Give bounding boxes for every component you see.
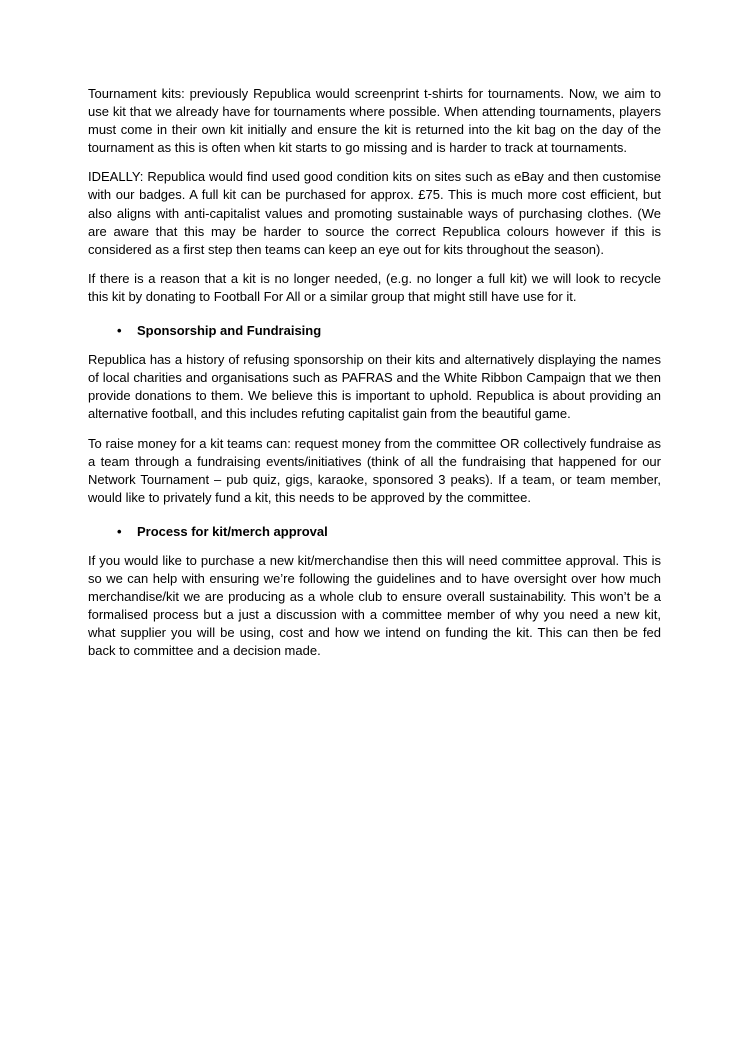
- paragraph-raise-money: To raise money for a kit teams can: request money from the committee OR collectively fundraise as a team through a fundraising events/initiatives (think of all the fundraising that happened for our Network Tournament – pub quiz, gigs, karaoke, sponsored 3 peaks). If a team, or team member, would like to privately fund a kit, this needs to be approved by the committee.: [88, 435, 661, 505]
- paragraph-tournament-kits: Tournament kits: previously Republica would screenprint t-shirts for tournaments. Now, we aim to use kit that we already have for tournaments where possible. When attending tournaments, players must come in their own kit initially and ensure the kit is returned into the kit bag on the day of the tournament as this is often when kit starts to go missing and is harder to track at tournaments.: [88, 86, 661, 156]
- paragraph-sponsorship-history: Republica has a history of refusing sponsorship on their kits and alternatively displaying the names of local charities and organisations such as PAFRAS and the White Ribbon Campaign that we then provide donations to them. We believe this is important to uphold. Republica is about providing an alternative football, and this includes refuting capitalist gain from the beautiful game.: [88, 352, 661, 422]
- document-body: [88, 85, 661, 661]
- bullet-heading-label: Process for kit/merch approval: [137, 523, 328, 539]
- paragraph-approval-process: If you would like to purchase a new kit/merchandise then this will need committee approval. This is so we can help with ensuring we’re following the guidelines and to have oversight over how much merchandise/kit we are producing as a whole club to ensure overall sustainability. This won’t be a formalised process but a just a discussion with a committee member of why you need a new kit, what supplier you will be using, cost and how we intend on funding the kit. This can then be fed back to committee and a decision made.: [88, 552, 661, 659]
- bullet-heading-process-for-kit-merch-approval: [88, 523, 661, 541]
- paragraph-recycle-kit: If there is a reason that a kit is no longer needed, (e.g. no longer a full kit) we will look to recycle this kit by donating to Football For All or a similar group that might still have use for it.: [88, 270, 661, 304]
- bullet-heading-label: Sponsorship and Fundraising: [137, 323, 322, 339]
- bullet-heading-sponsorship-and-fundraising: [88, 322, 661, 340]
- bullet-list-sponsorship: [88, 322, 661, 340]
- bullet-list-process: [88, 523, 661, 541]
- bullet-point-icon: •: [117, 523, 122, 539]
- bullet-point-icon: •: [117, 323, 122, 339]
- paragraph-ideally-used-kits: IDEALLY: Republica would find used good condition kits on sites such as eBay and then customise with our badges. A full kit can be purchased for approx. £75. This is much more cost efficient, but also aligns with anti-capitalist values and promoting sustainable ways of purchasing clothes. (We are aware that this may be harder to source the correct Republica colours however if this is considered as a first step then teams can keep an eye out for kits throughout the season).: [88, 169, 661, 257]
